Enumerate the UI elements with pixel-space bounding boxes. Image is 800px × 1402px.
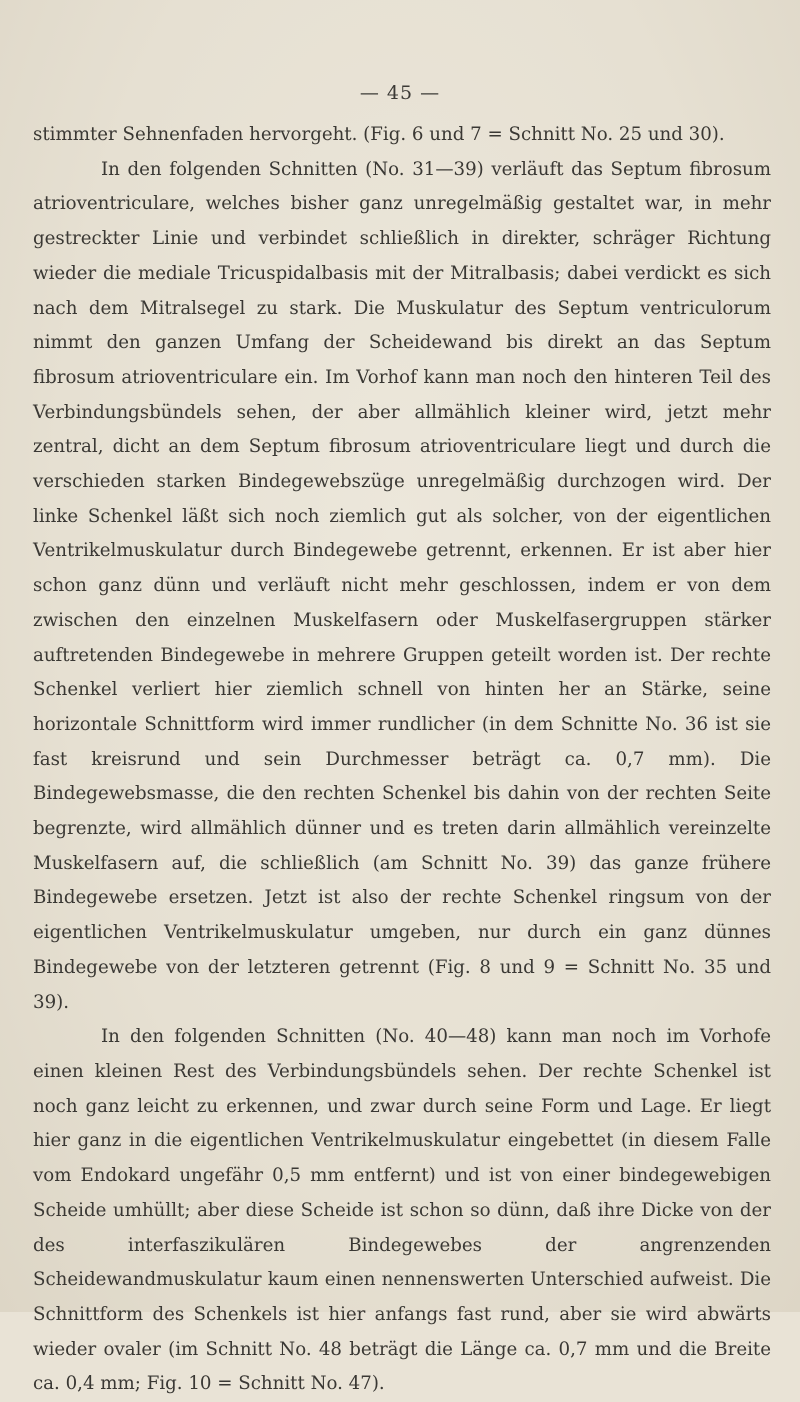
paragraph-3: In den folgenden Schnitten (No. 40—48) kann man noch im Vorhofe einen kleinen Rest des Verbindungsbündels sehen. Der rechte Schenkel ist noch ganz leicht zu erkennen, und zwar durch seine Form und Lage. Er liegt hier ganz in die eigentlichen Ventrikelmuskulatur eingebettet (in diesem Falle vom Endokard ungefähr 0,5 mm entfernt) und ist von einer bindegewebigen Scheide umhüllt; aber diese Scheide ist schon so dünn, daß ihre Dicke von der des interfaszikulären Bindegewebes der angrenzenden Scheidewandmuskulatur kaum einen nennenswerten Unterschied aufweist. Die Schnittform des Schenkels ist hier anfangs fast rund, aber sie wird abwärts wieder ovaler (im Schnitt No. 48 beträgt die Länge ca. 0,7 mm und die Breite ca. 0,4 mm; Fig. 10 = Schnitt No. 47). [33, 1026, 771, 1395]
paragraph-2: In den folgenden Schnitten (No. 31—39) verläuft das Septum fibrosum atrioventriculare, welches bisher ganz unregelmäßig gestaltet war, in mehr gestreckter Linie und verbindet schließlich in direkter, schräger Richtung wieder die mediale Tricuspidalbasis mit der Mitralbasis; dabei verdickt es sich nach dem Mitralsegel zu stark. Die Muskulatur des Septum ventriculorum nimmt den ganzen Umfang der Scheidewand bis direkt an das Septum fibrosum atrioventriculare ein. Im Vorhof kann man noch den hinteren Teil des Verbindungsbündels sehen, der aber allmählich kleiner wird, jetzt mehr zentral, dicht an dem Septum fibrosum atrioventriculare liegt und durch die verschieden starken Bindegewebszüge unregelmäßig durchzogen wird. Der linke Schenkel läßt sich noch ziemlich gut als solcher, von der eigentlichen Ventrikelmuskulatur durch Bindegewebe getrennt, erkennen. Er ist aber hier schon ganz dünn und verläuft nicht mehr geschlossen, indem er von dem zwischen den einzelnen Muskelfasern oder Muskelfasergruppen stärker auftretenden Bindegewebe in mehrere Gruppen geteilt worden ist. Der rechte Schenkel verliert hier ziemlich schnell von hinten her an Stärke, seine horizontale Schnittform wird immer rundlicher (in dem Schnitte No. 36 ist sie fast kreisrund und sein Durchmesser beträgt ca. 0,7 mm). Die Bindegewebsmasse, die den rechten Schenkel bis dahin von der rechten Seite begrenzte, wird allmählich dünner und es treten darin allmählich vereinzelte Muskelfasern auf, die schließlich (am Schnitt No. 39) das ganze frühere Bindegewebe ersetzen. Jetzt ist also der rechte Schenkel ringsum von der eigentlichen Ventrikelmuskulatur umgeben, nur durch ein ganz dünnes Bindegewebe von der letzteren getrennt (Fig. 8 und 9 = Schnitt No. 35 und 39). [33, 158, 771, 1013]
body-text [33, 118, 771, 1402]
paragraph-1: stimmter Sehnenfaden hervorgeht. (Fig. 6 und 7 = Schnitt No. 25 und 30). [33, 124, 725, 145]
page-number: — 45 — [359, 82, 441, 104]
